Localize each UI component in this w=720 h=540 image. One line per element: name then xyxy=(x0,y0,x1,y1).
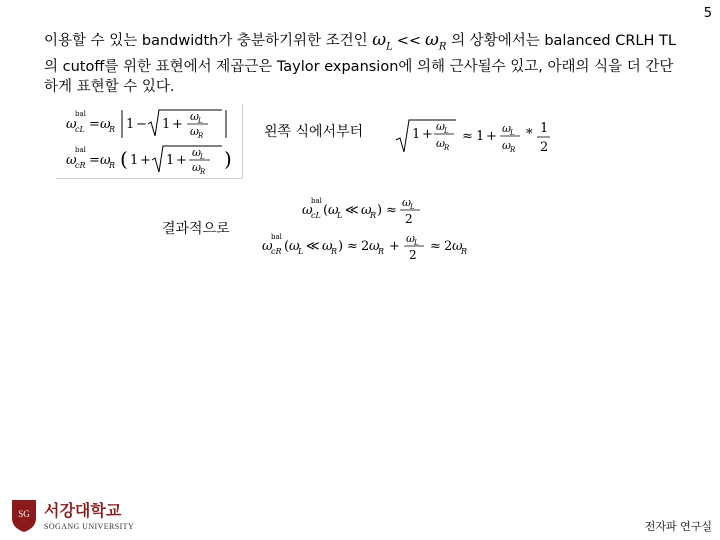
much-less-symbol: << xyxy=(396,33,422,49)
res1-lparen: ( xyxy=(323,203,329,218)
footer-lab-name: 전자파 연구실 xyxy=(644,520,712,533)
eq1-one-inner: 1 xyxy=(162,117,171,132)
eq1-plus: + xyxy=(172,117,183,132)
res2-omega-l-sub: L xyxy=(298,247,304,256)
taylor-num2-sub: L xyxy=(510,129,515,137)
eq2-bal: bal xyxy=(75,146,86,154)
eq2-one: 1 xyxy=(130,153,139,168)
res2-lparen: ( xyxy=(284,239,290,254)
res2-two-omega: ω xyxy=(369,239,380,254)
res2-two-omega-sub: R xyxy=(378,247,385,256)
res1-sub: cL xyxy=(311,211,321,220)
emblem-text: SG xyxy=(18,509,30,519)
eq1-sqrt xyxy=(148,110,222,136)
eq2-den-omega: ω xyxy=(192,161,201,174)
taylor-den-sub: R xyxy=(444,144,450,152)
res2-approx-b: ≈ xyxy=(430,239,441,254)
taylor-num-omega: ω xyxy=(436,120,445,133)
res2-omega-b-sub: R xyxy=(461,247,468,256)
res2-omega-l: ω xyxy=(289,239,300,254)
eq1-den-sub: R xyxy=(198,132,204,140)
eq2-num-sub: L xyxy=(200,153,205,161)
logo-english-name: SOGANG UNIVERSITY xyxy=(44,522,135,531)
eq1-minus: − xyxy=(136,117,147,132)
res1-rparen: ) xyxy=(377,203,383,218)
res2-approx: ≈ xyxy=(347,239,358,254)
eq2-plus-inner: + xyxy=(176,153,187,168)
taylor-plus: + xyxy=(422,127,433,142)
taylor-half-num: 1 xyxy=(540,121,549,136)
taylor-half-den: 2 xyxy=(540,140,549,155)
eq2-sqrt xyxy=(152,146,222,172)
eq2-plus: + xyxy=(140,153,151,168)
logo-korean-name: 서강대학교 xyxy=(44,501,122,520)
res2-omega-r-sub: R xyxy=(331,247,338,256)
res2-bal: bal xyxy=(271,233,282,241)
omega-r-symbol: $\omega_R$ xyxy=(425,30,447,53)
res1-omega-l: ω xyxy=(328,203,339,218)
label-as-result: 결과적으로 xyxy=(162,221,230,237)
eq2-omega-r: ω xyxy=(100,153,111,168)
taylor-times: * xyxy=(526,127,533,142)
taylor-approximation xyxy=(394,116,564,162)
label-from-left: 왼쪽 식에서부터 xyxy=(264,124,364,140)
taylor-den2-omega: ω xyxy=(502,139,511,152)
intro-text-part1: 이용할 수 있는 bandwidth가 충분하기위한 조건인 xyxy=(44,33,368,49)
eq2-den-sub: R xyxy=(200,168,206,176)
res1-num-sub: L xyxy=(410,203,415,211)
res2-sub: cR xyxy=(271,247,282,256)
intro-paragraph xyxy=(44,30,684,97)
eq1-one: 1 xyxy=(126,117,135,132)
taylor-num-sub: L xyxy=(444,127,449,135)
eq1-equals: = xyxy=(89,117,100,132)
res2-num-omega: ω xyxy=(406,232,415,245)
cutoff-equations xyxy=(56,104,243,179)
eq1-num-omega: ω xyxy=(190,110,199,123)
res2-two: 2 xyxy=(361,239,370,254)
eq2-num-omega: ω xyxy=(192,146,201,159)
res1-num-omega: ω xyxy=(402,196,411,209)
res1-omega-l-sub: L xyxy=(337,211,343,220)
eq1-omega-r-sub: R xyxy=(109,125,116,134)
res1-bal: bal xyxy=(311,197,322,205)
res2-omega-r: ω xyxy=(322,239,333,254)
eq2-omega: ω xyxy=(66,153,77,168)
taylor-one-b: 1 xyxy=(476,129,485,144)
result-equations xyxy=(258,192,498,268)
taylor-num2-omega: ω xyxy=(502,122,511,135)
eq1-den-omega: ω xyxy=(190,125,199,138)
res2-two-b: 2 xyxy=(444,239,453,254)
res2-rparen: ) xyxy=(338,239,344,254)
eq1-bal: bal xyxy=(75,110,86,118)
sogang-university-logo xyxy=(10,496,150,534)
eq2-sub: cR xyxy=(75,161,86,170)
intro-text-part2: 의 상황에서는 balanced CRLH TL의 cutoff를 위한 표현에서 제곱근은 Taylor expansion에 의해 근사될수 있고, 아래의 식을 더 간단하게 표현할 수 있다. xyxy=(44,33,676,96)
eq1-num-sub: L xyxy=(198,117,203,125)
sogang-logo-svg xyxy=(10,496,150,534)
res2-plus: + xyxy=(389,239,400,254)
taylor-one: 1 xyxy=(412,127,421,142)
eq1-omega-r: ω xyxy=(100,117,111,132)
eq1-omega: ω xyxy=(66,117,77,132)
taylor-den-omega: ω xyxy=(436,137,445,150)
res2-num-sub: L xyxy=(414,239,419,247)
res1-approx: ≈ xyxy=(386,203,397,218)
eq2-one-inner: 1 xyxy=(166,153,175,168)
result-equations-svg xyxy=(258,192,498,264)
eq2-omega-r-sub: R xyxy=(109,161,116,170)
omega-l-symbol: $\omega_L$ xyxy=(372,30,393,53)
res2-den-two: 2 xyxy=(409,248,417,262)
res1-omega-r: ω xyxy=(361,203,372,218)
taylor-approx: ≈ xyxy=(462,129,473,144)
eq2-rparen: ) xyxy=(224,147,232,171)
res1-much-less: ≪ xyxy=(345,203,359,218)
res2-omega-b: ω xyxy=(452,239,463,254)
res2-much-less: ≪ xyxy=(306,239,320,254)
res2-omega: ω xyxy=(262,239,273,254)
eq2-equals: = xyxy=(89,153,100,168)
res1-omega: ω xyxy=(302,203,313,218)
eq2-lparen: ( xyxy=(120,147,128,171)
page-number: 5 xyxy=(703,6,712,21)
res1-den-two: 2 xyxy=(405,212,413,226)
taylor-plus-b: + xyxy=(486,129,497,144)
cutoff-equations-svg xyxy=(56,104,242,178)
eq1-sub: cL xyxy=(75,125,85,134)
taylor-den2-sub: R xyxy=(510,146,516,154)
taylor-approximation-svg xyxy=(394,116,564,158)
res1-omega-r-sub: R xyxy=(370,211,377,220)
